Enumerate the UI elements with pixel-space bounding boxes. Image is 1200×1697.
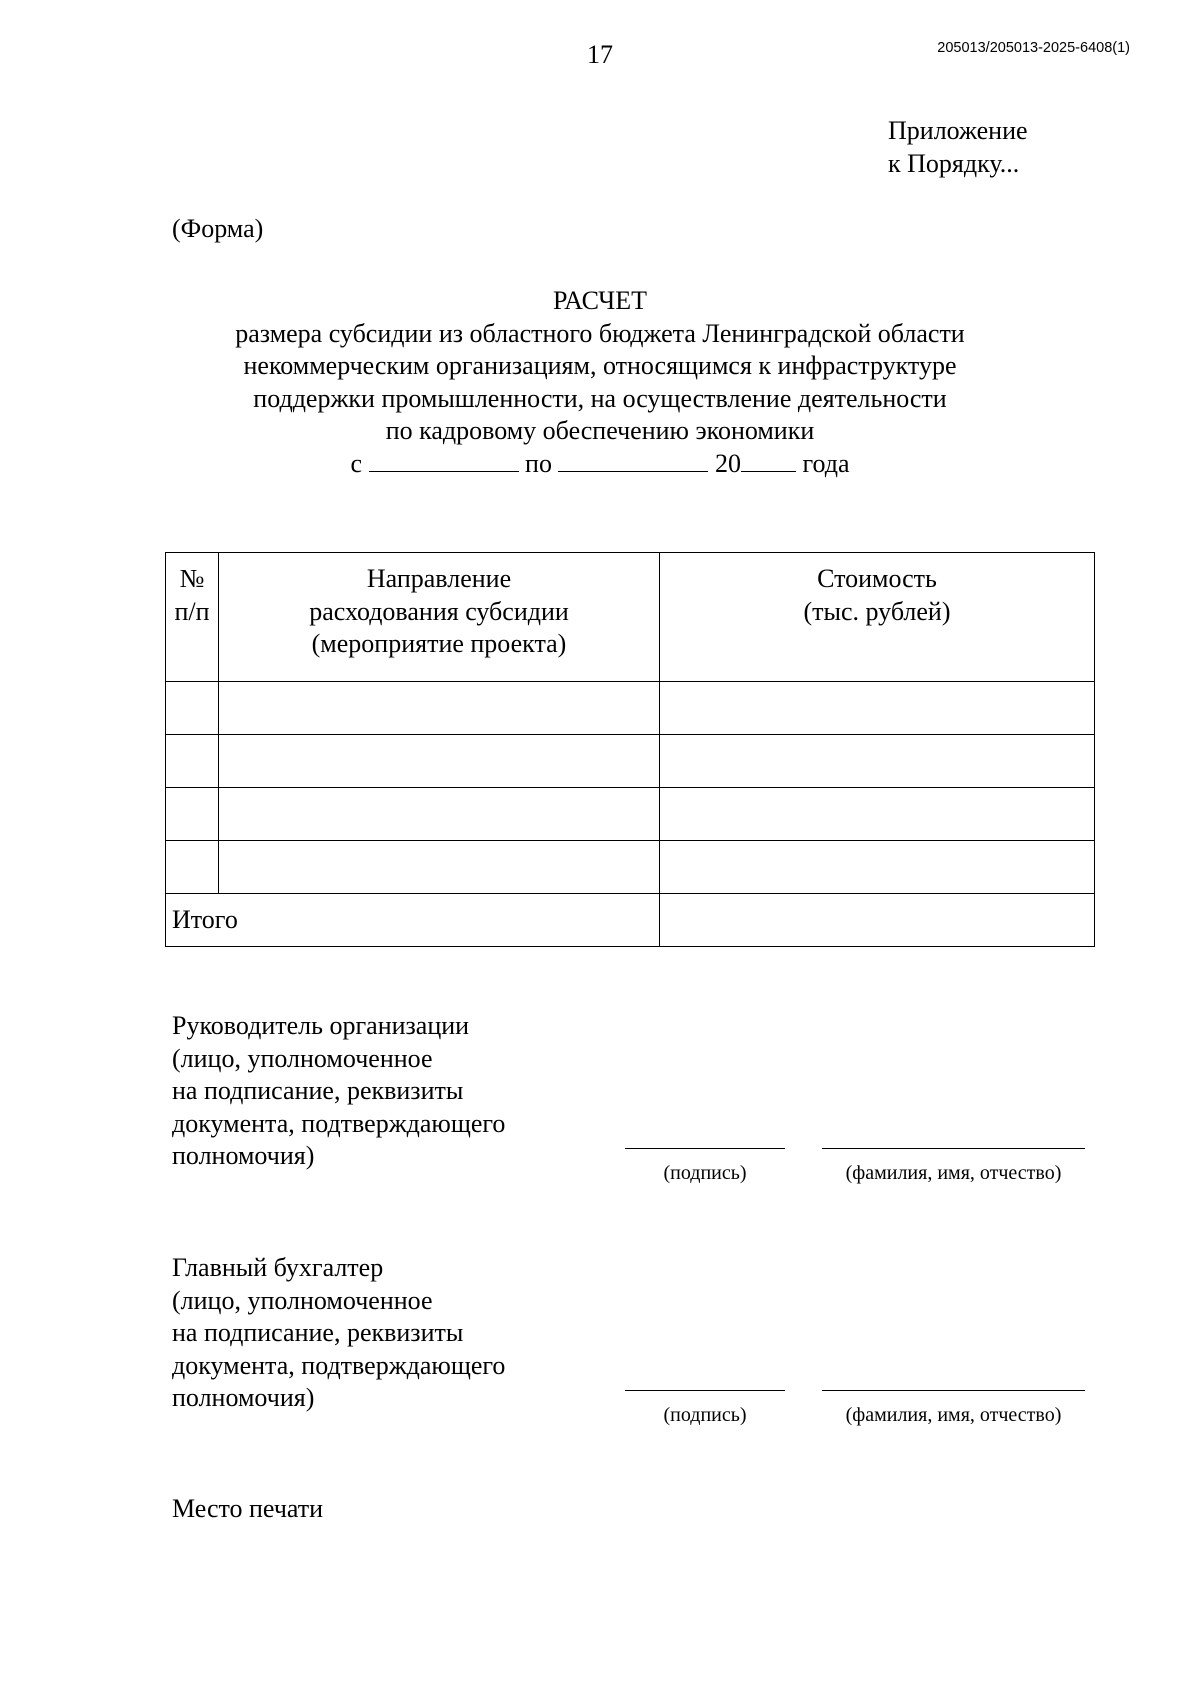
head-signature-caption: (подпись) [663,1162,747,1184]
period-year-prefix: 20 [714,448,741,478]
appendix-line-2: к Порядку... [888,149,1020,178]
header-cost-line-1: Стоимость [817,564,937,593]
calculation-table [165,552,1095,947]
row-direction-cell[interactable] [219,788,660,841]
period-year-blank[interactable] [741,449,796,472]
row-cost-cell[interactable] [660,682,1095,735]
signatory-head [172,1010,505,1173]
signatory-head-line: Руководитель организации [172,1011,470,1040]
row-cost-cell[interactable] [660,841,1095,894]
form-label: (Форма) [172,214,264,243]
signatory-accountant-line: на подписание, реквизиты [172,1318,464,1347]
row-direction-cell[interactable] [219,735,660,788]
header-direction-line-1: Направление [366,564,512,593]
head-signature-line[interactable] [625,1148,785,1149]
row-num-cell[interactable] [166,788,219,841]
accountant-name-caption: (фамилия, имя, отчество) [845,1404,1062,1426]
title-line-3: поддержки промышленности, на осуществление деятельности [253,383,947,413]
row-cost-cell[interactable] [660,788,1095,841]
accountant-signature-line[interactable] [625,1390,785,1391]
header-num-line-1: № [179,564,205,593]
row-num-cell[interactable] [166,841,219,894]
period-suffix: года [802,448,850,478]
signatory-head-line: полномочия) [172,1141,315,1170]
signatory-head-line: (лицо, уполномоченное [172,1043,433,1073]
period-to-label: по [525,448,552,478]
signatory-accountant-line: (лицо, уполномоченное [172,1285,433,1315]
row-direction-cell[interactable] [219,841,660,894]
table-row [166,788,1095,841]
row-cost-cell[interactable] [660,735,1095,788]
signatory-head-line: документа, подтверждающего [172,1108,506,1138]
signatory-accountant-line: Главный бухгалтер [172,1253,384,1282]
header-cost-line-2: (тыс. рублей) [803,596,951,626]
row-num-cell[interactable] [166,682,219,735]
total-value-cell[interactable] [660,894,1095,947]
row-num-cell[interactable] [166,735,219,788]
signatory-head-line: на подписание, реквизиты [172,1076,464,1105]
title-heading: РАСЧЕТ [553,286,647,315]
accountant-signature-caption: (подпись) [663,1404,747,1426]
header-direction-line-3: (мероприятие проекта) [311,629,567,658]
title-line-2: некоммерческим организациям, относящимся к инфраструктуре [243,351,957,380]
header-direction-line-2: расходования субсидии [309,596,569,626]
appendix-note [888,114,1028,180]
header-direction [219,553,660,682]
period-start-blank[interactable] [369,449,519,472]
header-num [166,553,219,682]
head-name-caption: (фамилия, имя, отчество) [845,1162,1062,1184]
signatory-accountant-line: документа, подтверждающего [172,1350,506,1380]
period-end-blank[interactable] [558,449,708,472]
signatory-accountant [172,1252,505,1415]
table-row [166,735,1095,788]
header-num-line-2: п/п [174,596,210,626]
document-title [150,285,1050,480]
signatory-accountant-line: полномочия) [172,1383,315,1412]
table-header-row [166,553,1095,682]
stamp-place: Место печати [172,1494,324,1523]
title-line-4: по кадровому обеспечению экономики [385,416,815,445]
period-from-label: с [350,448,363,478]
row-direction-cell[interactable] [219,682,660,735]
table-row [166,682,1095,735]
total-label: Итого [166,894,660,947]
table-row [166,841,1095,894]
period-line [150,448,1050,481]
head-name-line[interactable] [822,1148,1085,1149]
header-cost [660,553,1095,682]
appendix-line-1: Приложение [888,116,1028,145]
accountant-name-line[interactable] [822,1390,1085,1391]
title-line-1: размера субсидии из областного бюджета Ленинградской области [235,318,965,348]
document-id: 205013/205013-2025-6408(1) [937,40,1130,56]
page-number: 17 [587,40,613,69]
total-row [166,894,1095,947]
